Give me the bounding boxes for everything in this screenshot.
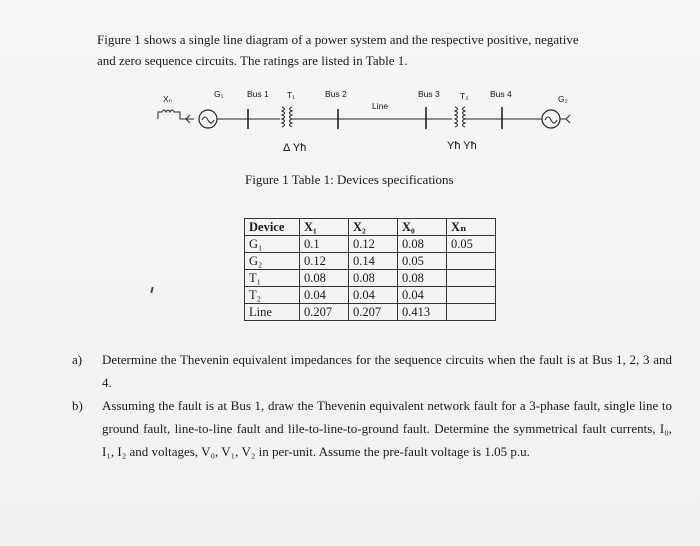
g2-label: G₂ (558, 94, 568, 104)
table-row (245, 270, 496, 287)
cell-x2: 0.12 (349, 236, 398, 253)
question-text: Assuming the fault is at Bus 1, draw the Thevenin equivalent network fault for a 3-phase fault, single line to ground fault, line-to-line fault and lile-to-line-to-ground fault. Determine the symmetrical fault currents, I₀, I₁, I₂ and voltages, V₀, V₁, V₂ in per-unit. Assume the pre-fault voltage is 1.05 p.u. (102, 398, 672, 459)
cell-x1: 0.04 (300, 287, 349, 304)
cell-device: G₂ (245, 253, 300, 270)
t2-label: T₂ (460, 91, 469, 101)
header-x0: X₀ (398, 219, 447, 236)
bus3-label: Bus 3 (418, 89, 440, 99)
cell-x1: 0.207 (300, 304, 349, 321)
t2-secondary-coil (463, 107, 466, 127)
line-label: Line (372, 101, 389, 111)
wye-symbol-g2 (560, 115, 570, 123)
question-a (72, 348, 672, 394)
cell-x2: 0.14 (349, 253, 398, 270)
t2-primary-coil (455, 107, 458, 127)
intro-line-1: Figure 1 shows a single line diagram of a power system and the respective positive, negative (97, 32, 579, 47)
t1-label: T₁ (287, 90, 296, 100)
cell-xn (447, 253, 496, 270)
cell-xn (447, 287, 496, 304)
cell-x0: 0.08 (398, 236, 447, 253)
header-x1: X₁ (300, 219, 349, 236)
cell-x2: 0.08 (349, 270, 398, 287)
bus2-label: Bus 2 (325, 89, 347, 99)
cell-xn: 0.05 (447, 236, 496, 253)
cell-device: G₁ (245, 236, 300, 253)
header-x2: X₂ (349, 219, 398, 236)
single-line-diagram (150, 85, 620, 165)
cell-x1: 0.1 (300, 236, 349, 253)
question-label: a) (72, 352, 83, 367)
generator-g1-sine (202, 117, 214, 123)
generator-g2-sine (545, 117, 557, 123)
cell-x1: 0.08 (300, 270, 349, 287)
t1-connection-label: Δ Yħ (283, 142, 307, 154)
question-text: Determine the Thevenin equivalent impedances for the sequence circuits when the fault is at Bus 1, 2, 3 and 4. (102, 352, 672, 390)
cell-x0: 0.04 (398, 287, 447, 304)
t2-connection-label: Yħ Yħ (447, 140, 477, 152)
table-row (245, 253, 496, 270)
cell-device: T₁ (245, 270, 300, 287)
cell-xn (447, 304, 496, 321)
question-label: b) (72, 398, 83, 413)
bus1-label: Bus 1 (247, 89, 269, 99)
figure-caption: Figure 1 Table 1: Devices specifications (245, 172, 454, 187)
cell-xn (447, 270, 496, 287)
table-row (245, 304, 496, 321)
t1-secondary-coil (290, 107, 293, 127)
wye-symbol-g1 (180, 115, 194, 123)
single-line-diagram-svg (150, 85, 620, 165)
t1-primary-coil (282, 107, 285, 127)
cell-device: Line (245, 304, 300, 321)
cell-x0: 0.413 (398, 304, 447, 321)
table-header-row (245, 219, 496, 236)
header-xn: Xₙ (447, 219, 496, 236)
pen-mark (150, 287, 153, 293)
cell-device: T₂ (245, 287, 300, 304)
table-row (245, 287, 496, 304)
cell-x0: 0.08 (398, 270, 447, 287)
header-device: Device (245, 219, 300, 236)
question-b (72, 394, 672, 463)
cell-x1: 0.12 (300, 253, 349, 270)
cell-x2: 0.207 (349, 304, 398, 321)
questions (72, 348, 672, 463)
intro-paragraph (97, 29, 657, 71)
bus4-label: Bus 4 (490, 89, 512, 99)
g1-label: G₁ (214, 89, 224, 99)
table-row (245, 236, 496, 253)
cell-x2: 0.04 (349, 287, 398, 304)
grounding-reactor-g1 (158, 110, 180, 119)
intro-line-2: and zero sequence circuits. The ratings are listed in Table 1. (97, 53, 408, 68)
xn-label: Xₙ (163, 94, 173, 104)
device-spec-table (244, 218, 496, 321)
cell-x0: 0.05 (398, 253, 447, 270)
